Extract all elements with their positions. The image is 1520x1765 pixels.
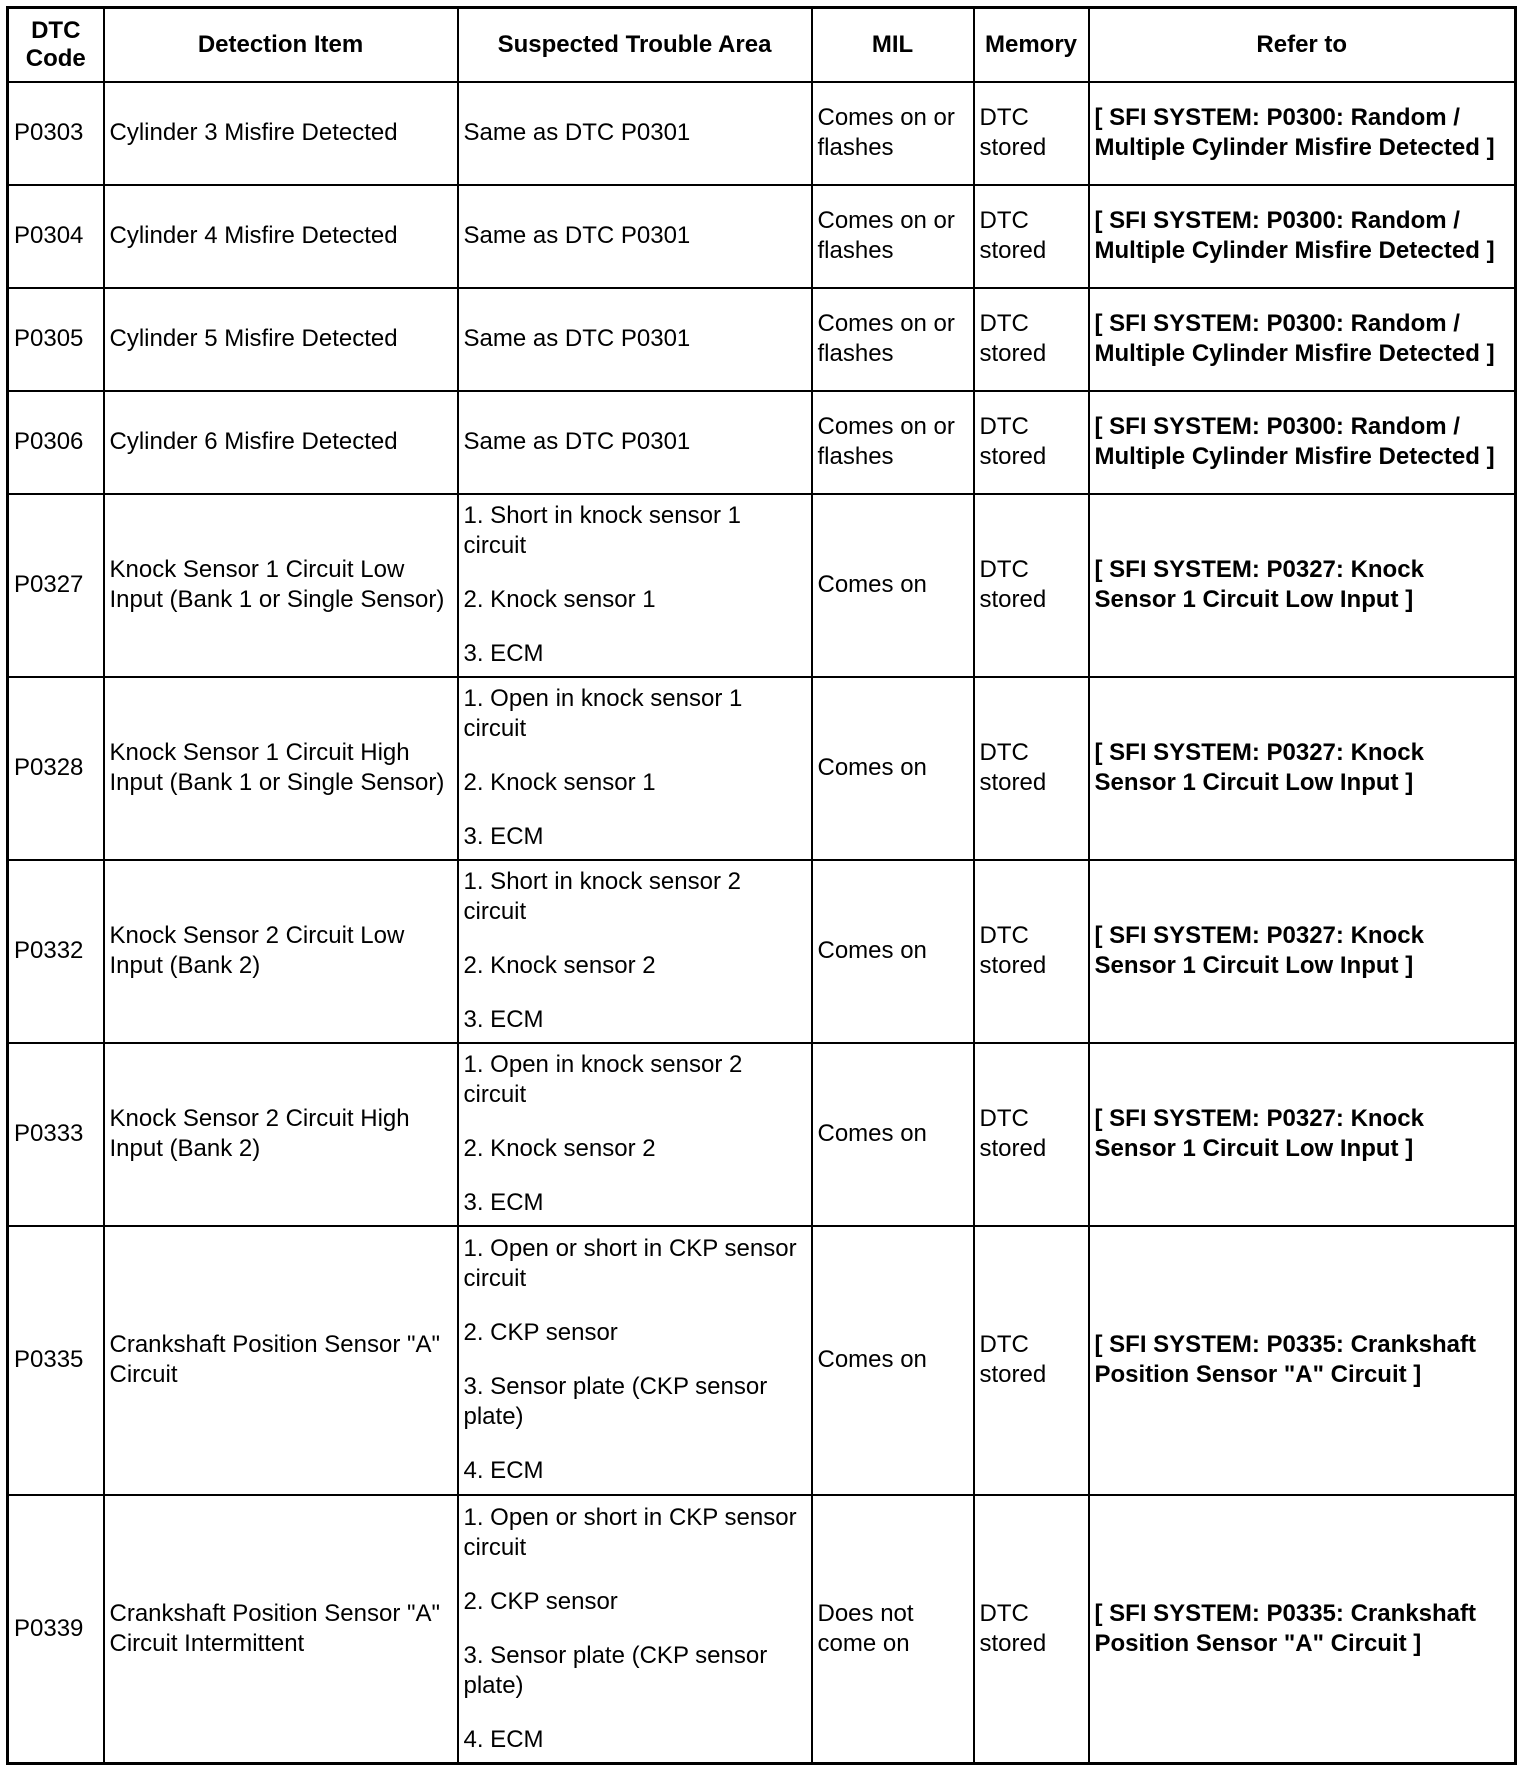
trouble-area-item: Same as DTC P0301 (463, 428, 691, 455)
dtc-code-cell: P0335 (8, 1226, 104, 1495)
trouble-area-list (464, 863, 806, 1039)
header-detection-item: Detection Item (104, 8, 458, 82)
memory-cell: DTC stored (974, 288, 1089, 391)
trouble-area-list (464, 423, 806, 461)
trouble-area-item: 4. ECM (463, 1725, 544, 1753)
trouble-area-item: 1. Open in knock sensor 1 circuit (463, 685, 743, 742)
suspected-trouble-area-cell (458, 391, 812, 494)
table-row (8, 1043, 1516, 1226)
refer-to-cell: [ SFI SYSTEM: P0327: Knock Sensor 1 Circuit Low Input ] (1089, 494, 1516, 677)
trouble-area-item: 1. Open in knock sensor 2 circuit (463, 1051, 743, 1108)
detection-item-cell: Crankshaft Position Sensor "A" Circuit Intermittent (104, 1495, 458, 1764)
suspected-trouble-area-cell (458, 1043, 812, 1226)
dtc-code-cell: P0303 (8, 82, 104, 185)
trouble-area-item: Same as DTC P0301 (463, 222, 691, 249)
trouble-area-list (464, 1230, 806, 1490)
table-row (8, 494, 1516, 677)
trouble-area-item: 1. Open or short in CKP sensor circuit (463, 1503, 797, 1561)
trouble-area-item: Same as DTC P0301 (463, 325, 691, 352)
refer-to-cell: [ SFI SYSTEM: P0327: Knock Sensor 1 Circuit Low Input ] (1089, 677, 1516, 860)
header-suspected-trouble-area: Suspected Trouble Area (458, 8, 812, 82)
header-dtc-code: DTC Code (8, 8, 104, 82)
refer-to-cell: [ SFI SYSTEM: P0335: Crankshaft Position Sensor "A" Circuit ] (1089, 1226, 1516, 1495)
trouble-area-item: 2. Knock sensor 1 (463, 769, 656, 796)
detection-item-cell: Knock Sensor 2 Circuit High Input (Bank 2) (104, 1043, 458, 1226)
trouble-area-item: 3. ECM (463, 640, 544, 667)
mil-cell: Comes on (812, 494, 974, 677)
mil-cell: Comes on (812, 1226, 974, 1495)
memory-cell: DTC stored (974, 1495, 1089, 1764)
suspected-trouble-area-cell (458, 860, 812, 1043)
refer-to-cell: [ SFI SYSTEM: P0300: Random / Multiple Cylinder Misfire Detected ] (1089, 82, 1516, 185)
header-refer-to: Refer to (1089, 8, 1516, 82)
refer-to-cell: [ SFI SYSTEM: P0300: Random / Multiple Cylinder Misfire Detected ] (1089, 288, 1516, 391)
memory-cell: DTC stored (974, 677, 1089, 860)
mil-cell: Comes on or flashes (812, 185, 974, 288)
refer-to-cell: [ SFI SYSTEM: P0327: Knock Sensor 1 Circuit Low Input ] (1089, 860, 1516, 1043)
trouble-area-list (464, 217, 806, 255)
table-row (8, 1226, 1516, 1495)
dtc-code-cell: P0333 (8, 1043, 104, 1226)
trouble-area-item: 1. Short in knock sensor 1 circuit (463, 502, 741, 559)
dtc-code-cell: P0304 (8, 185, 104, 288)
mil-cell: Comes on (812, 860, 974, 1043)
table-row (8, 1495, 1516, 1764)
detection-item-cell: Knock Sensor 1 Circuit Low Input (Bank 1 or Single Sensor) (104, 494, 458, 677)
memory-cell: DTC stored (974, 860, 1089, 1043)
trouble-area-item: 2. Knock sensor 2 (463, 952, 656, 979)
trouble-area-item: 1. Short in knock sensor 2 circuit (463, 868, 741, 925)
trouble-area-list (464, 1499, 806, 1759)
detection-item-cell: Cylinder 4 Misfire Detected (104, 185, 458, 288)
trouble-area-item: Same as DTC P0301 (463, 119, 691, 146)
table-row (8, 391, 1516, 494)
header-row (8, 8, 1516, 82)
detection-item-cell: Knock Sensor 1 Circuit High Input (Bank 1 or Single Sensor) (104, 677, 458, 860)
dtc-code-cell: P0332 (8, 860, 104, 1043)
mil-cell: Does not come on (812, 1495, 974, 1764)
trouble-area-item: 3. ECM (463, 823, 544, 850)
trouble-area-item: 2. CKP sensor (463, 1319, 618, 1346)
dtc-code-cell: P0339 (8, 1495, 104, 1764)
dtc-table (6, 6, 1517, 1765)
trouble-area-item: 1. Open or short in CKP sensor circuit (463, 1235, 797, 1292)
table-row (8, 860, 1516, 1043)
detection-item-cell: Cylinder 5 Misfire Detected (104, 288, 458, 391)
trouble-area-list (464, 114, 806, 152)
trouble-area-list (464, 320, 806, 358)
suspected-trouble-area-cell (458, 288, 812, 391)
header-mil: MIL (812, 8, 974, 82)
mil-cell: Comes on or flashes (812, 391, 974, 494)
detection-item-cell: Crankshaft Position Sensor "A" Circuit (104, 1226, 458, 1495)
memory-cell: DTC stored (974, 1043, 1089, 1226)
trouble-area-item: 3. ECM (463, 1006, 544, 1033)
suspected-trouble-area-cell (458, 1495, 812, 1764)
mil-cell: Comes on or flashes (812, 82, 974, 185)
mil-cell: Comes on (812, 1043, 974, 1226)
suspected-trouble-area-cell (458, 82, 812, 185)
suspected-trouble-area-cell (458, 494, 812, 677)
trouble-area-item: 3. Sensor plate (CKP sensor plate) (463, 1641, 768, 1699)
detection-item-cell: Knock Sensor 2 Circuit Low Input (Bank 2) (104, 860, 458, 1043)
memory-cell: DTC stored (974, 185, 1089, 288)
refer-to-cell: [ SFI SYSTEM: P0335: Crankshaft Position Sensor "A" Circuit ] (1089, 1495, 1516, 1764)
dtc-code-cell: P0328 (8, 677, 104, 860)
trouble-area-item: 3. Sensor plate (CKP sensor plate) (463, 1373, 768, 1430)
refer-to-cell: [ SFI SYSTEM: P0300: Random / Multiple Cylinder Misfire Detected ] (1089, 185, 1516, 288)
trouble-area-list (464, 497, 806, 673)
mil-cell: Comes on or flashes (812, 288, 974, 391)
trouble-area-list (464, 680, 806, 856)
memory-cell: DTC stored (974, 494, 1089, 677)
suspected-trouble-area-cell (458, 677, 812, 860)
trouble-area-item: 2. Knock sensor 2 (463, 1135, 656, 1162)
table-row (8, 185, 1516, 288)
header-memory: Memory (974, 8, 1089, 82)
detection-item-cell: Cylinder 6 Misfire Detected (104, 391, 458, 494)
trouble-area-item: 3. ECM (463, 1189, 544, 1216)
suspected-trouble-area-cell (458, 185, 812, 288)
dtc-code-cell: P0306 (8, 391, 104, 494)
table-row (8, 677, 1516, 860)
refer-to-cell: [ SFI SYSTEM: P0300: Random / Multiple Cylinder Misfire Detected ] (1089, 391, 1516, 494)
table-row (8, 288, 1516, 391)
detection-item-cell: Cylinder 3 Misfire Detected (104, 82, 458, 185)
table-body (8, 82, 1516, 1764)
dtc-code-cell: P0327 (8, 494, 104, 677)
memory-cell: DTC stored (974, 391, 1089, 494)
suspected-trouble-area-cell (458, 1226, 812, 1495)
mil-cell: Comes on (812, 677, 974, 860)
memory-cell: DTC stored (974, 1226, 1089, 1495)
trouble-area-item: 2. CKP sensor (463, 1587, 618, 1615)
memory-cell: DTC stored (974, 82, 1089, 185)
trouble-area-item: 2. Knock sensor 1 (463, 586, 656, 613)
trouble-area-item: 4. ECM (463, 1457, 544, 1484)
dtc-code-cell: P0305 (8, 288, 104, 391)
trouble-area-list (464, 1046, 806, 1222)
table-row (8, 82, 1516, 185)
refer-to-cell: [ SFI SYSTEM: P0327: Knock Sensor 1 Circuit Low Input ] (1089, 1043, 1516, 1226)
